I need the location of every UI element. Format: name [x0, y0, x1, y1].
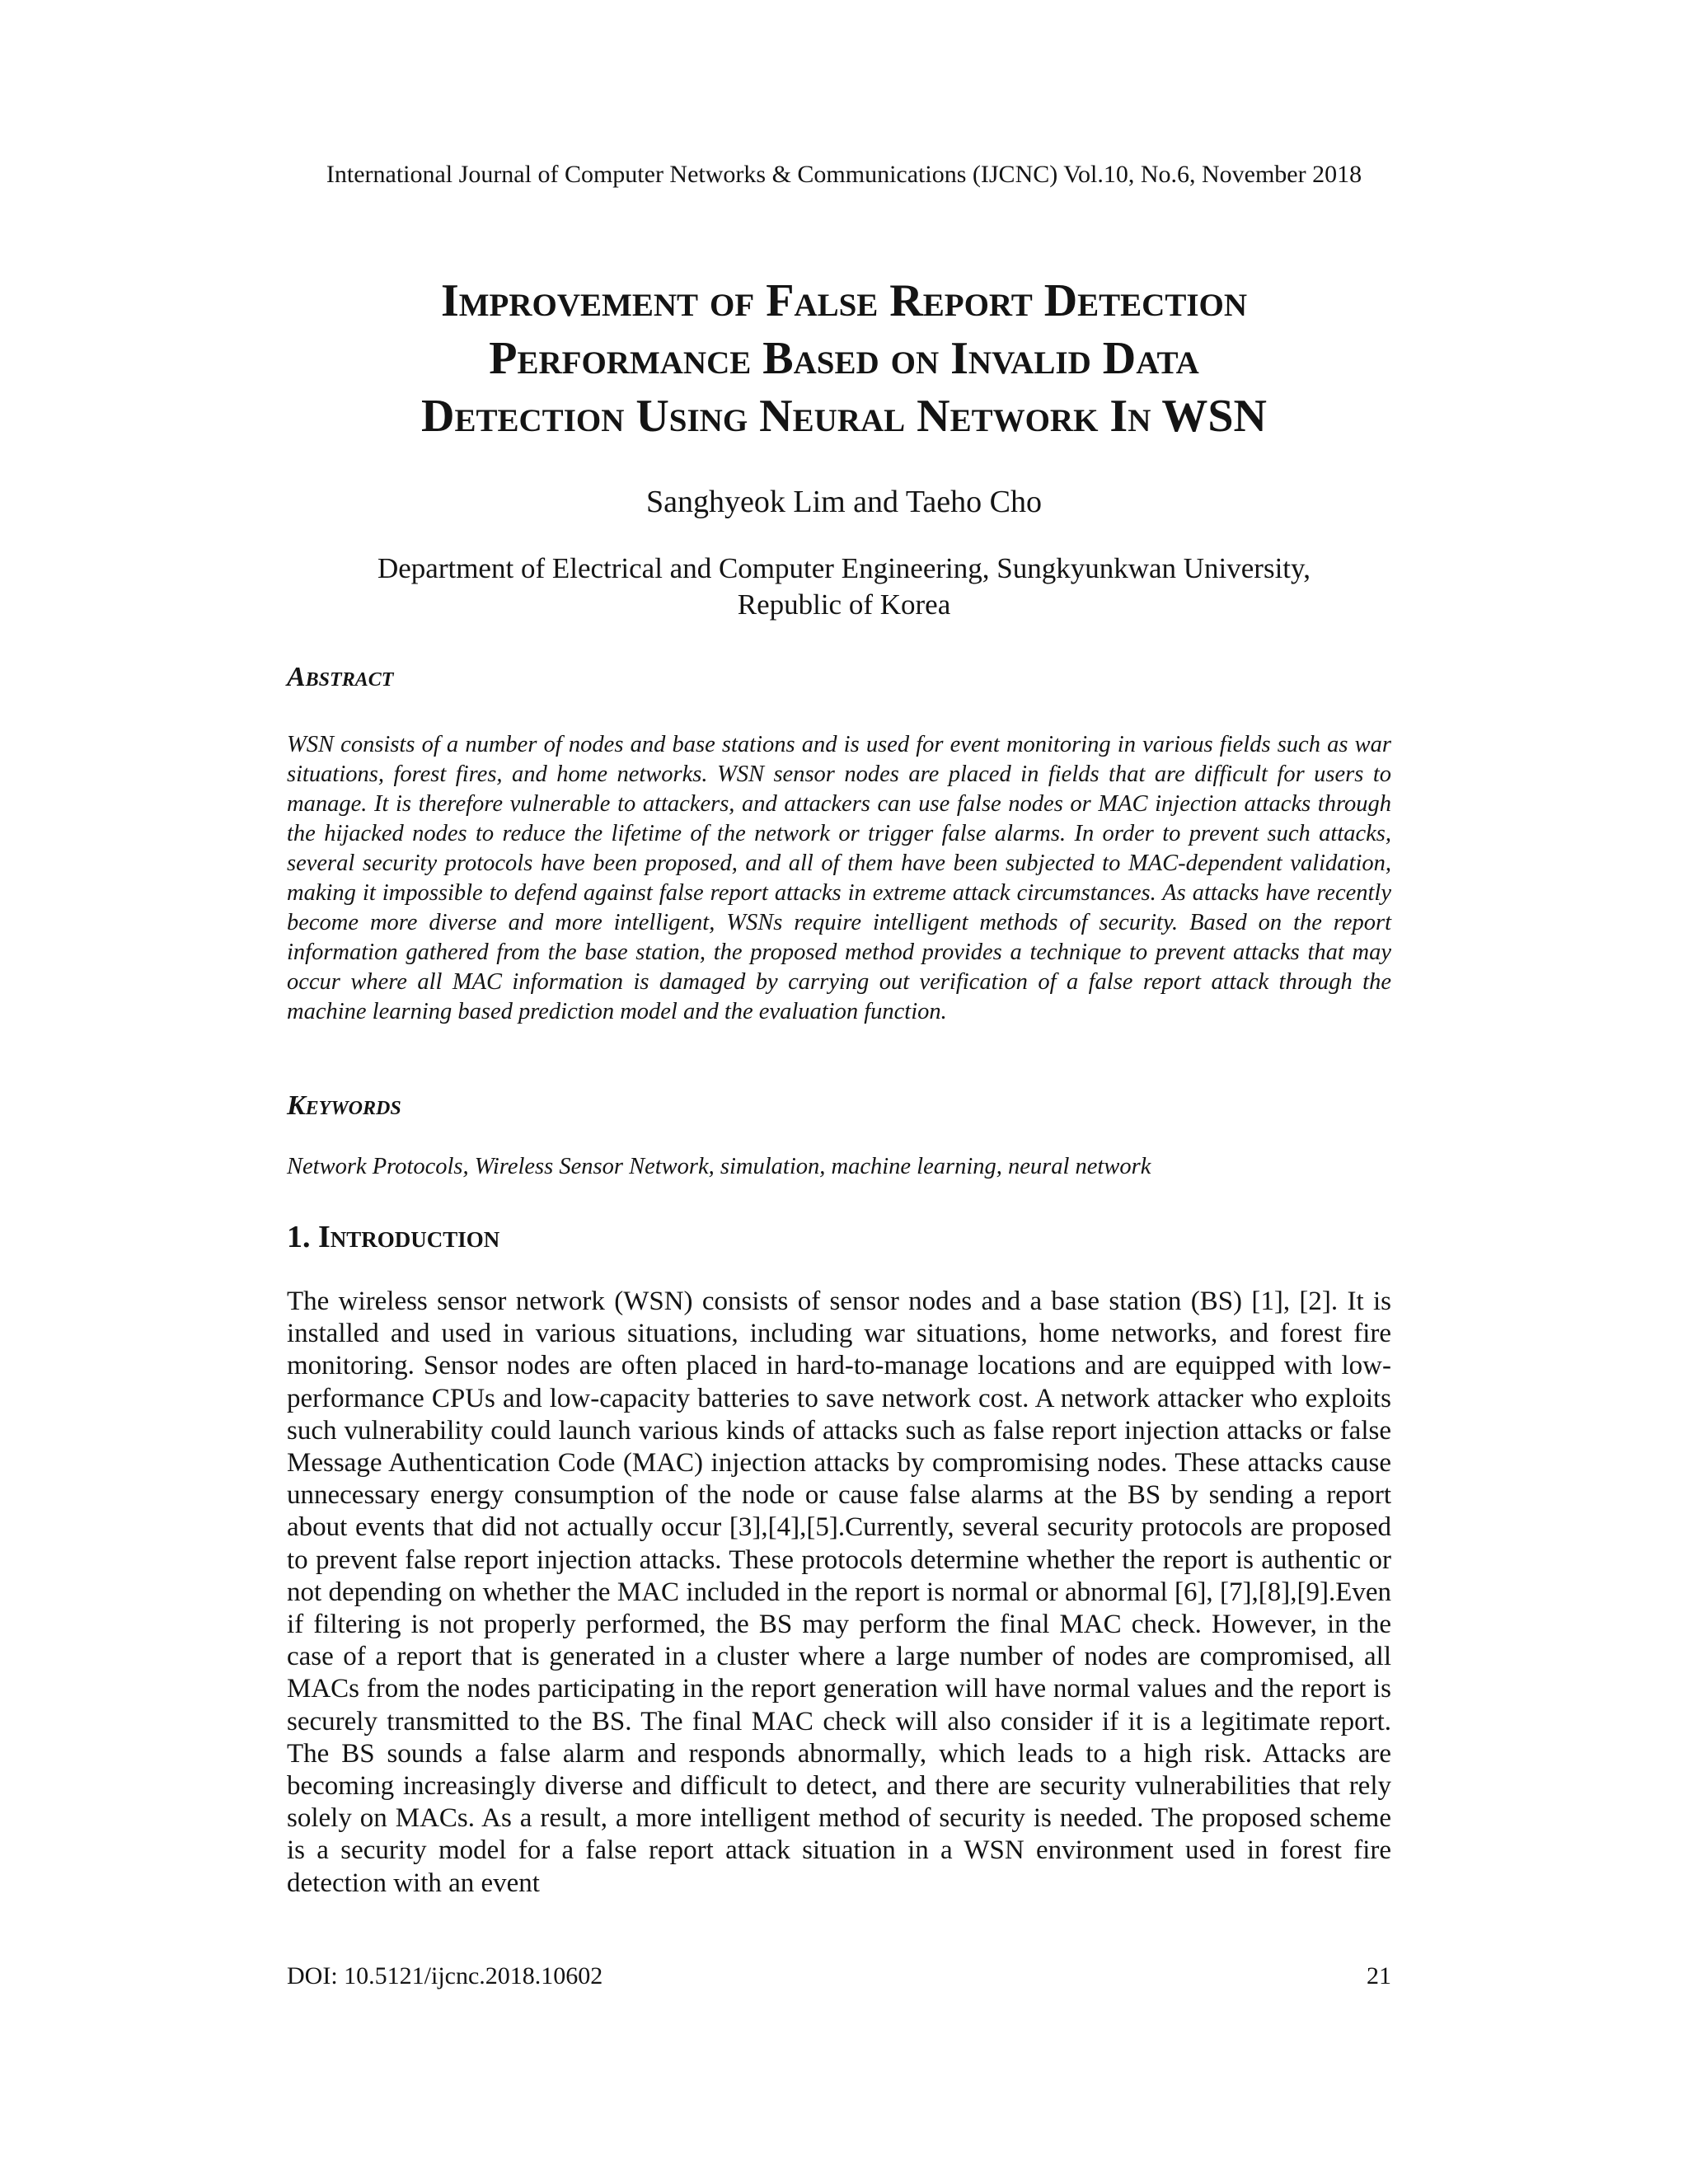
affiliation-line: Republic of Korea	[737, 588, 951, 621]
abstract-body: WSN consists of a number of nodes and base stations and is used for event monitoring in various fields such as war situations, forest fires, and home networks. WSN sensor nodes are placed in fields that are difficult for users to manage. It is therefore vulnerable to attackers, and attackers can use false nodes or MAC injection attacks through the hijacked nodes to reduce the lifetime of the network or trigger false alarms. In order to prevent such attacks, several security protocols have been proposed, and all of them have been subjected to MAC-dependent validation, making it impossible to defend against false report attacks in extreme attack circumstances. As attacks have recently become more diverse and more intelligent, WSNs require intelligent methods of security. Based on the report information gathered from the base station, the proposed method provides a technique to prevent attacks that may occur where all MAC information is damaged by carrying out verification of a false report attack through the machine learning based prediction model and the evaluation function.	[287, 732, 1391, 1024]
introduction-body: The wireless sensor network (WSN) consists of sensor nodes and a base station (BS) [1], [2]. It is installed and used in various situations, including war situations, home networks, and forest fire monitoring. Sensor nodes are often placed in hard-to-manage locations and are equipped with low-performance CPUs and low-capacity batteries to save network cost. A network attacker who exploits such vulnerability could launch various kinds of attacks such as false report injection attacks or false Message Authentication Code (MAC) injection attacks by compromising nodes. These attacks cause unnecessary energy consumption of the node or cause false alarms at the BS by sending a report about events that did not actually occur [3],[4],[5].Currently, several security protocols are proposed to prevent false report injection attacks. These protocols determine whether the report is authentic or not depending on whether the MAC included in the report is normal or abnormal [6], [7],[8],[9].Even if filtering is not properly performed, the BS may perform the final MAC check. However, in the case of a report that is generated in a cluster where a large number of nodes are compromised, all MACs from the nodes participating in the report generation will have normal values and the report is securely transmitted to the BS. The final MAC check will also consider if it is a legitimate report. The BS sounds a false alarm and responds abnormally, which leads to a high risk. Attacks are becoming increasingly diverse and difficult to detect, and there are security vulnerabilities that rely solely on MACs. As a result, a more intelligent method of security is needed. The proposed scheme is a security model for a false report attack situation in a WSN environment used in forest fire detection with an event	[287, 1286, 1391, 1898]
authors: Sanghyeok Lim and Taeho Cho	[645, 485, 1042, 519]
title-line: Performance Based on Invalid Data	[489, 333, 1199, 384]
running-header: International Journal of Computer Networks & Communications (IJCNC) Vol.10, No.6, November 2018	[326, 161, 1362, 188]
title-line: Detection Using Neural Network In WSN	[421, 391, 1267, 442]
affiliation-line: Department of Electrical and Computer Engineering, Sungkyunkwan University,	[377, 552, 1311, 584]
keywords-heading: Keywords	[287, 1090, 401, 1121]
footer-doi: DOI: 10.5121/ijcnc.2018.10602	[287, 1962, 603, 1990]
paper-title	[165, 272, 1523, 445]
section-heading-introduction: 1. Introduction	[287, 1220, 500, 1254]
keywords-body: Network Protocols, Wireless Sensor Network, simulation, machine learning, neural network	[287, 1154, 1151, 1179]
abstract-heading: Abstract	[287, 662, 394, 692]
page-number: 21	[1367, 1962, 1391, 1990]
affiliation	[247, 551, 1441, 623]
title-line: Improvement of False Report Detection	[440, 275, 1248, 326]
